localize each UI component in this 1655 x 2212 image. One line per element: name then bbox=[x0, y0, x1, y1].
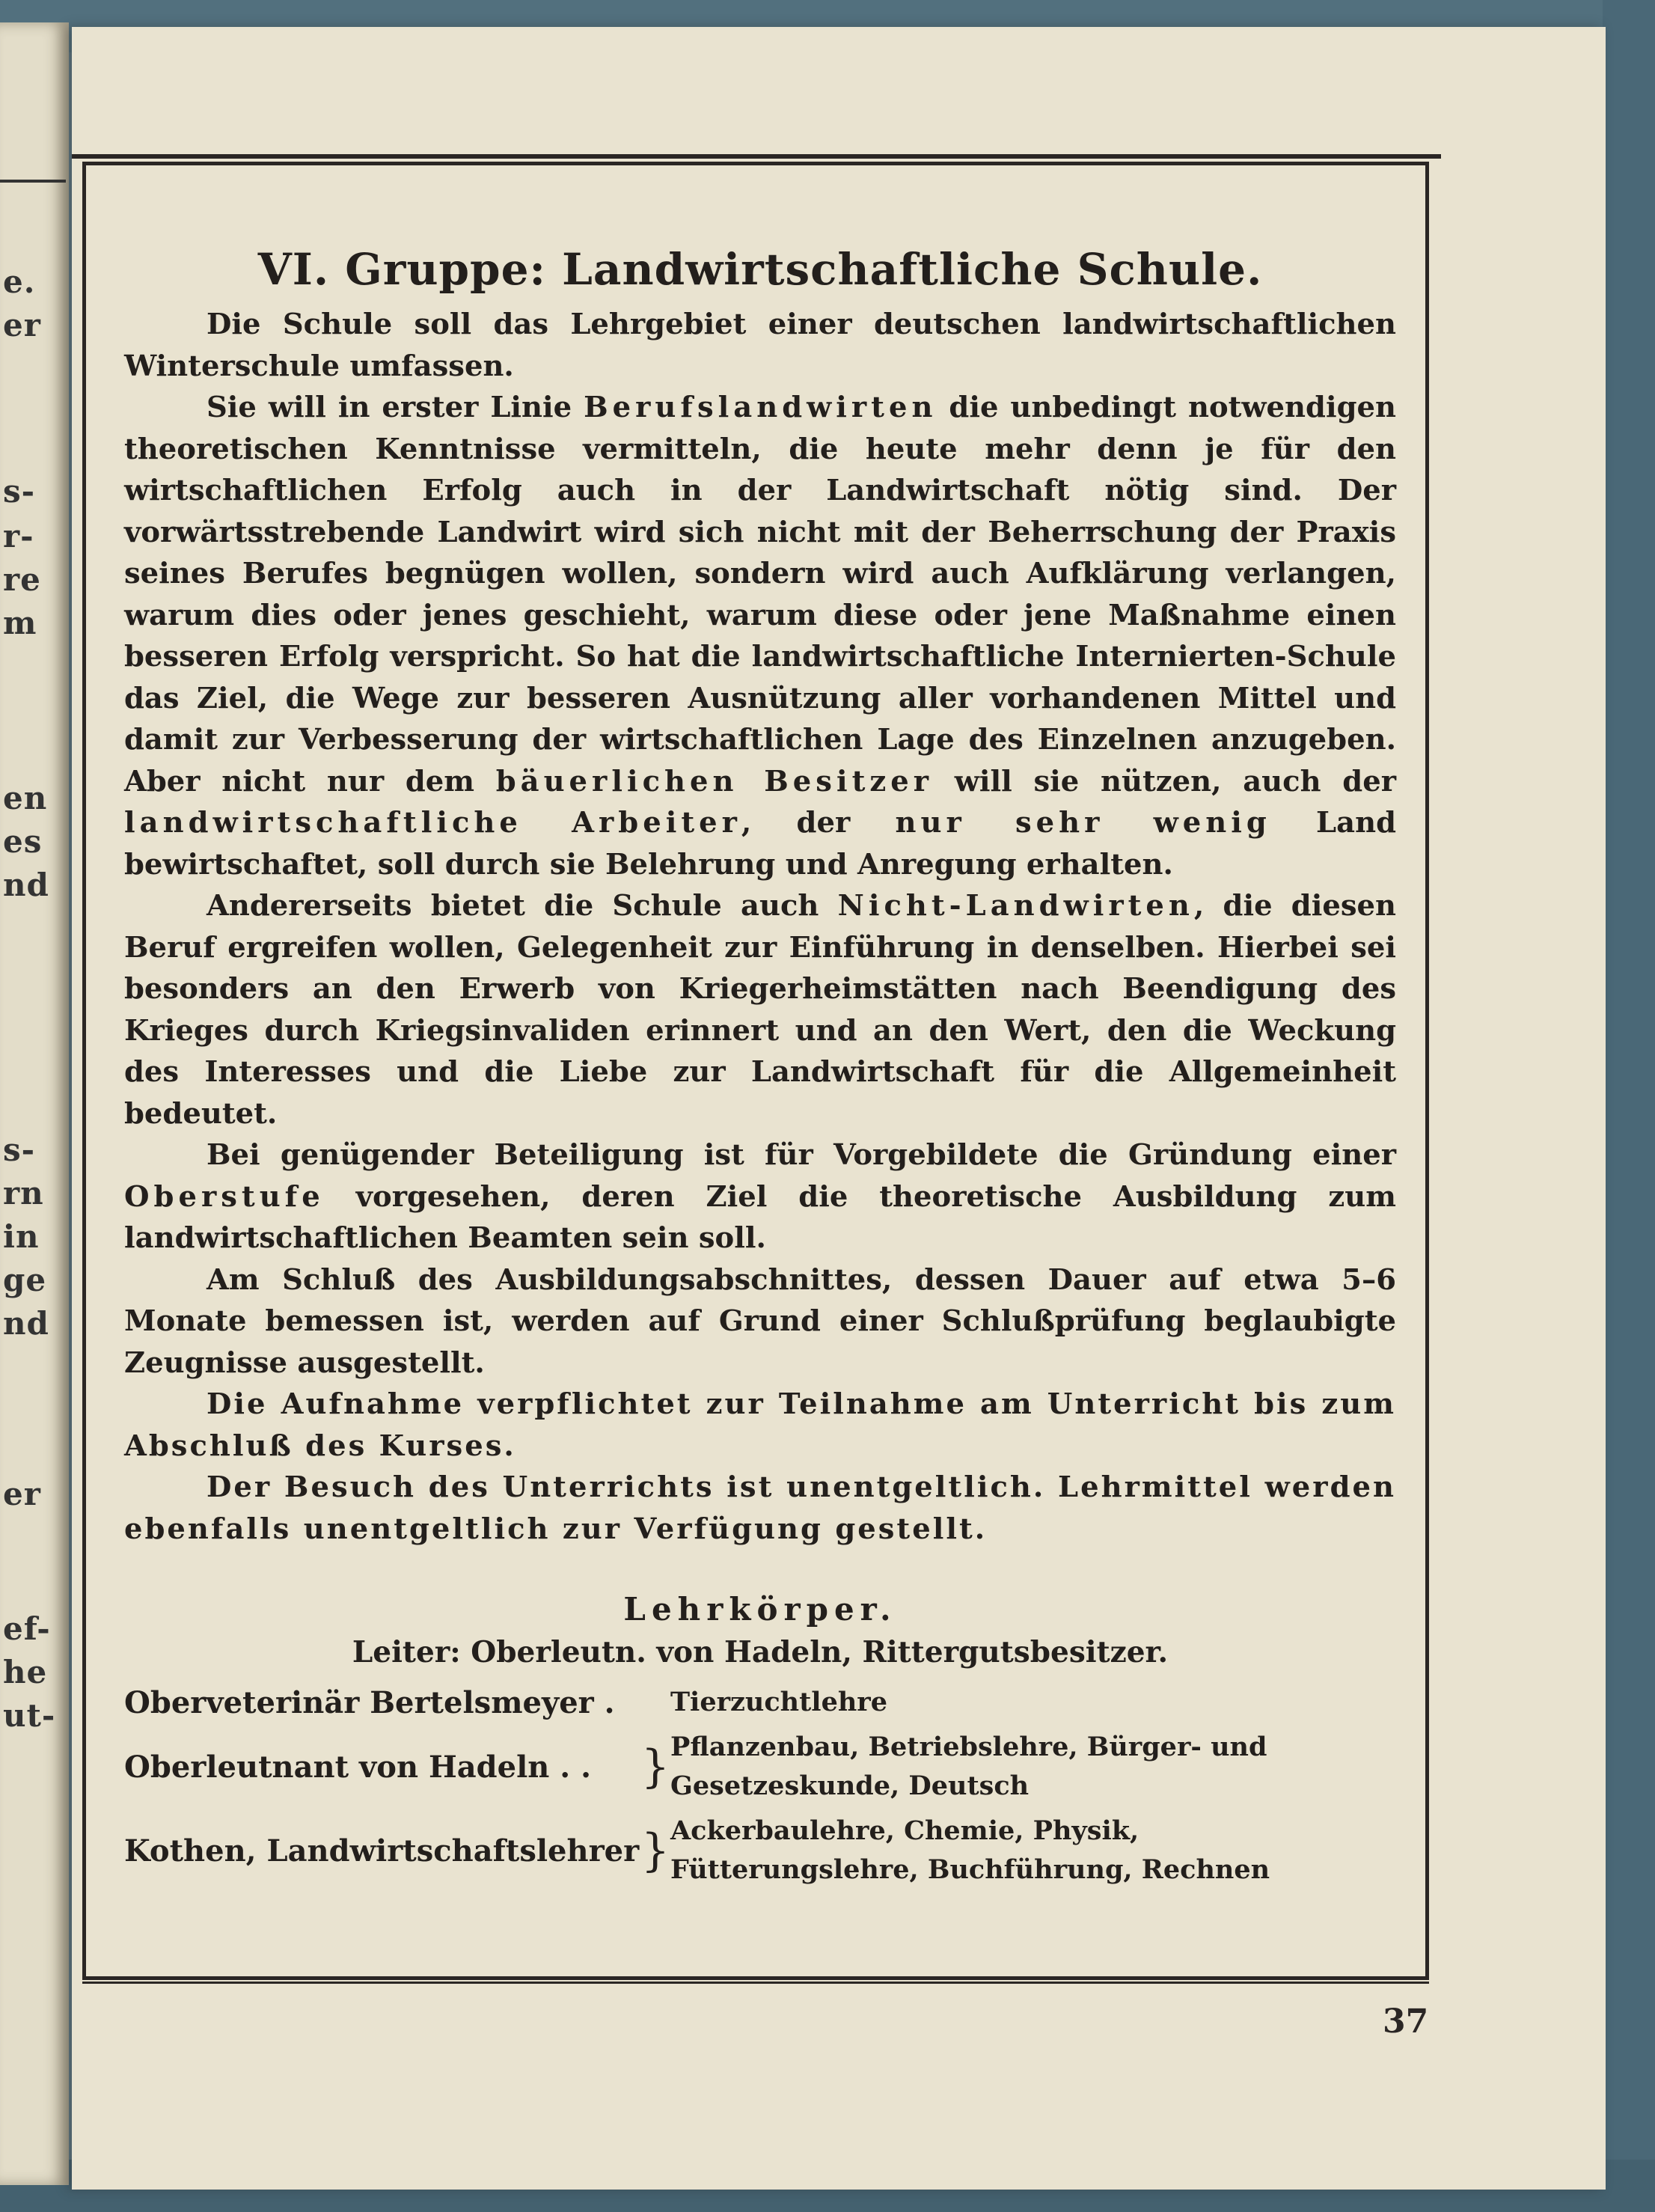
paragraph-2: Sie will in erster Linie Berufslandwirten die unbedingt notwendigen theoretischen Kenntnisse vermitteln, die heute mehr denn je für den wirtschaftlichen Erfolg auch in der Landwirtschaft nötig sind. Der vorwärtsstrebende Landwirt wird sich nicht mit der Beherrschung der Praxis seines Berufes begnügen wollen, sondern wird auch Aufklärung verlangen, warum dies oder jenes geschieht, warum diese oder jene Maßnahme einen besseren Erfolg verspricht. So hat die landwirtschaftliche Internierten-Schule das Ziel, die Wege zur besseren Ausnützung aller vorhandenen Mittel und damit zur Verbesserung der wirtschaftlichen Lage des Einzelnen anzugeben. Aber nicht nur dem bäuerlichen Besitzer will sie nützen, auch der landwirtschaftliche Arbeiter, der nur sehr wenig Land bewirtschaftet, soll durch sie Belehrung und Anregung erhalten. bbox=[124, 391, 1396, 882]
staff-subjects: Tierzuchtlehre bbox=[670, 1687, 888, 1717]
staff-subjects: Pflanzenbau, Betriebslehre, Bürger- und Gesetzeskunde, Deutsch bbox=[670, 1732, 1267, 1801]
scan-background-right bbox=[1603, 0, 1655, 2212]
previous-page-fragment: ge bbox=[3, 1262, 47, 1298]
previous-page-fragment: er bbox=[3, 307, 41, 343]
emphasis-berufslandwirten: Berufslandwirten bbox=[584, 391, 937, 424]
previous-page-fragment: nd bbox=[3, 867, 49, 903]
frame-top-rule bbox=[72, 154, 1441, 159]
previous-page-fragment: ef- bbox=[3, 1610, 51, 1647]
staff-brace bbox=[640, 1680, 670, 1725]
staff-row bbox=[124, 1680, 1396, 1725]
emphasis-baeuerlichen-besitzer: bäuerlichen Besitzer bbox=[495, 764, 933, 798]
previous-page-fragment: he bbox=[3, 1654, 48, 1690]
emphasis-nur-sehr-wenig: nur sehr wenig bbox=[895, 806, 1271, 840]
emphasis-oberstufe: Oberstufe bbox=[124, 1179, 325, 1214]
page-content bbox=[124, 199, 1396, 1892]
staff-leader: Leiter: Oberleutn. von Hadeln, Rittergutsbesitzer. bbox=[352, 1635, 1169, 1669]
staff-row bbox=[124, 1809, 1396, 1892]
staff-subjects: Ackerbaulehre, Chemie, Physik, Fütterungslehre, Buchführung, Rechnen bbox=[670, 1815, 1270, 1885]
paragraph-7: Der Besuch des Unterrichts ist unentgeltlich. Lehrmittel werden ebenfalls unentgeltlich zur Verfügung gestellt. bbox=[124, 1470, 1396, 1546]
previous-page-fragment: rn bbox=[3, 1175, 44, 1212]
paragraph-5: Am Schluß des Ausbildungsabschnittes, dessen Dauer auf etwa 5–6 Monate bemessen ist, werden auf Grund einer Schlußprüfung beglaubigte Zeugnisse ausgestellt. bbox=[124, 1262, 1396, 1380]
emphasis-landwirtschaftliche-arbeiter: landwirtschaftliche Arbeiter bbox=[124, 806, 741, 840]
staff-name: Oberleutnant von Hadeln . . bbox=[124, 1749, 592, 1785]
previous-page-fragment: nd bbox=[3, 1305, 49, 1342]
staff-name: Oberveterinär Bertelsmeyer . bbox=[124, 1684, 615, 1720]
previous-page-fragment: ut- bbox=[3, 1697, 56, 1734]
paragraph-6: Die Aufnahme verpflichtet zur Teilnahme am Unterricht bis zum Abschluß des Kurses. bbox=[124, 1387, 1396, 1463]
paragraph-3: Andererseits bietet die Schule auch Nicht-Landwirten, die diesen Beruf ergreifen wollen, Gelegenheit zur Einführung in denselben. Hierbei sei besonders an den Erwerb von Kriegerheimstätten nach Beendigung des Krieges durch Kriegsinvaliden erinnert und an den Wert, den die Weckung des Interesses und die Liebe zur Landwirtschaft für die Allgemeinheit bedeutet. bbox=[124, 889, 1396, 1131]
previous-page-fragment: m bbox=[3, 605, 37, 641]
page-number: 37 bbox=[1383, 2002, 1429, 2041]
staff-name: Kothen, Landwirtschaftslehrer bbox=[124, 1833, 640, 1869]
previous-page-edge bbox=[0, 22, 69, 2185]
staff-brace: } bbox=[640, 1824, 670, 1877]
previous-page-fragment: s- bbox=[3, 473, 36, 510]
frame-bottom-rule bbox=[82, 1982, 1429, 1984]
previous-page-fragment: e. bbox=[3, 263, 36, 300]
staff-heading: Lehrkörper. bbox=[623, 1591, 897, 1628]
emphasis-nicht-landwirten: Nicht-Landwirten bbox=[837, 889, 1194, 923]
previous-page-fragment: r- bbox=[3, 518, 34, 554]
previous-page-fragment: es bbox=[3, 823, 43, 860]
previous-page-fragment: er bbox=[3, 1476, 41, 1512]
document-page bbox=[72, 27, 1606, 2190]
paragraph-4: Bei genügender Beteiligung ist für Vorgebildete die Gründung einer Oberstufe vorgesehen, deren Ziel die theoretische Ausbildung zum landwirtschaftlichen Beamten sein soll. bbox=[124, 1138, 1396, 1255]
previous-page-rule bbox=[0, 180, 66, 183]
previous-page-fragment: s- bbox=[3, 1131, 36, 1168]
previous-page-fragment: en bbox=[3, 780, 48, 816]
paragraph-1: Die Schule soll das Lehrgebiet einer deutschen landwirtschaftlichen Winterschule umfassen. bbox=[124, 308, 1396, 383]
page-title: VI. Gruppe: Landwirtschaftliche Schule. bbox=[257, 244, 1263, 295]
staff-row bbox=[124, 1725, 1396, 1809]
previous-page-fragment: in bbox=[3, 1218, 40, 1255]
staff-table bbox=[124, 1680, 1396, 1892]
previous-page-fragment: re bbox=[3, 561, 41, 598]
staff-brace: } bbox=[640, 1741, 670, 1793]
